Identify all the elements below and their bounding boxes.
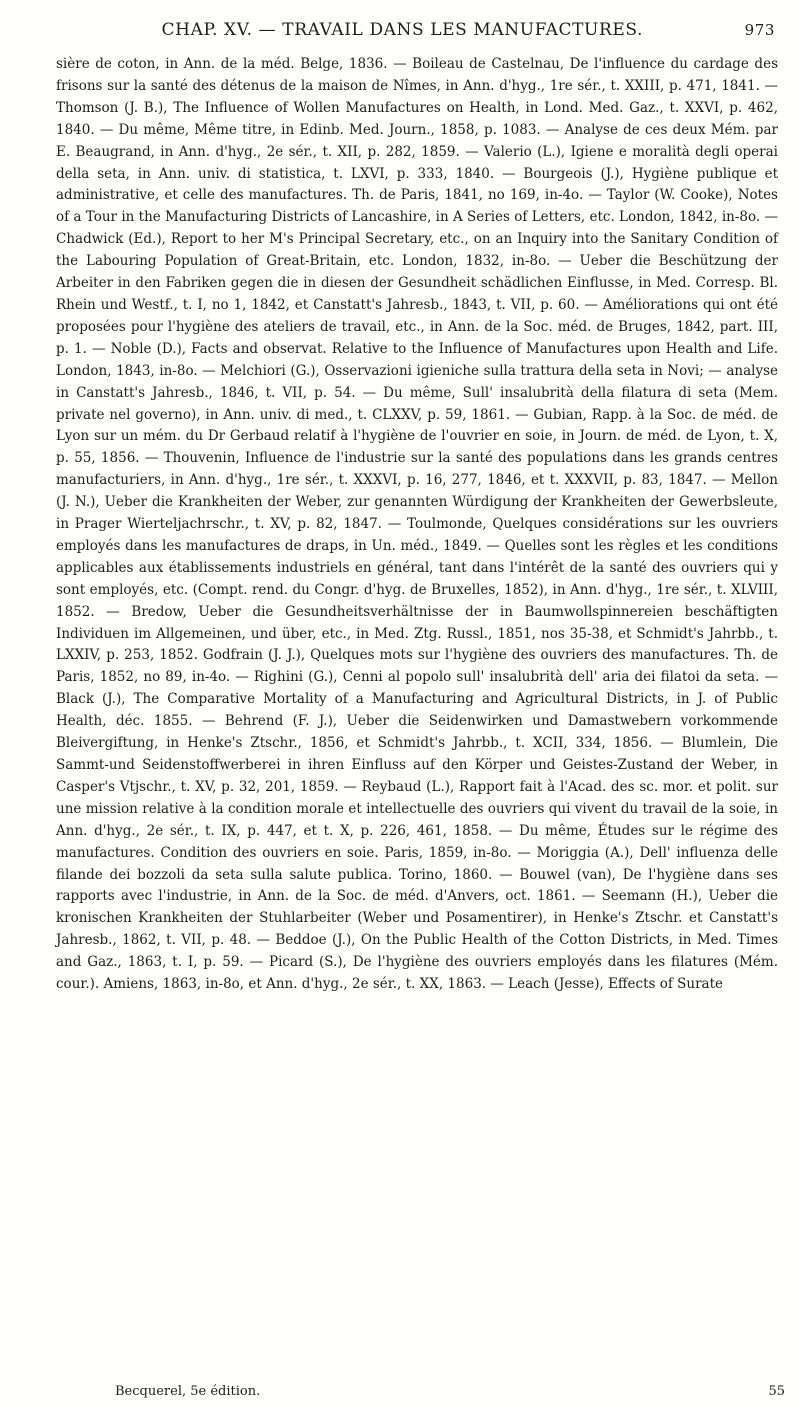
- bibliography-paragraph: sière de coton, in Ann. de la méd. Belge, 1836. — Boileau de Castelnau, De l'influence du cardage des frisons sur la santé des détenus de la maison de Nîmes, in Ann. d'hyg., 1re sér., t. XXIII, p. 471, 1841. — Thomson (J. B.), The Influence of Wollen Manufactures on Health, in Lond. Med. Gaz., t. XXVI, p. 462, 1840. — Du même, Même titre, in Edinb. Med. Journ., 1858, p. 1083. — Analyse de ces deux Mém. par E. Beaugrand, in Ann. d'hyg., 2e sér., t. XII, p. 282, 1859. — Valerio (L.), Igiene e moralità degli operai della seta, in Ann. univ. di statistica, t. LXVI, p. 333, 1840. — Bourgeois (J.), Hygiène publique et administrative, et celle des manufactures. Th. de Paris, 1841, no 169, in-4o. — Taylor (W. Cooke), Notes of a Tour in the Manufacturing Districts of Lancashire, in A Series of Letters, etc. London, 1842, in-8o. — Chadwick (Ed.), Report to her M's Principal Secretary, etc., on an Inquiry into the Sanitary Condition of the Labouring Population of Great-Britain, etc. London, 1832, in-8o. — Ueber die Beschützung der Arbeiter in den Fabriken gegen die in diesen der Gesundheit schädlichen Einflusse, in Med. Corresp. Bl. Rhein und Westf., t. I, no 1, 1842, et Canstatt's Jahresb., 1843, t. VII, p. 60. — Améliorations qui ont été proposées pour l'hygiène des ateliers de travail, etc., in Ann. de la Soc. méd. de Bruges, 1842, part. III, p. 1. — Noble (D.), Facts and observat. Relative to the Influence of Manufactures upon Health and Life. London, 1843, in-8o. — Melchiori (G.), Osservazioni igieniche sulla trattura della seta in Novi; — analyse in Canstatt's Jahresb., 1846, t. VII, p. 54. — Du même, Sull' insalubrità della filatura di seta (Mem. private nel governo), in Ann. univ. di med., t. CLXXV, p. 59, 1861. — Gubian, Rapp. à la Soc. de méd. de Lyon sur un mém. du Dr Gerbaud relatif à l'hygiène de l'ouvrier en soie, in Journ. de méd. de Lyon, t. X, p. 55, 1856. — Thouvenin, Influence de l'industrie sur la santé des populations dans les grands centres manufacturiers, in Ann. d'hyg., 1re sér., t. XXXVI, p. 16, 277, 1846, et t. XXXVII, p. 83, 1847. — Mellon (J. N.), Ueber die Krankheiten der Weber, zur genannten Würdigung der Krankheiten der Gewerbsleute, in Prager Wierteljachrschr., t. XV, p. 82, 1847. — Toulmonde, Quelques considérations sur les ouvriers employés dans les manufactures de draps, in Un. méd., 1849. — Quelles sont les règles et les conditions applicables aux établissements industriels en général, tant dans l'intérêt de la santé des ouvriers qui y sont employés, etc. (Compt. rend. du Congr. d'hyg. de Bruxelles, 1852), in Ann. d'hyg., 1re sér., t. XLVIII, 1852. — Bredow, Ueber die Gesundheitsverhältnisse der in Baumwollspinnereien beschäftigten Individuen im Allgemeinen, und über, etc., in Med. Ztg. Russl., 1851, nos 35-38, et Schmidt's Jahrbb., t. LXXIV, p. 253, 1852. Godfrain (J. J.), Quelques mots sur l'hygiène des ouvriers des manufactures. Th. de Paris, 1852, no 89, in-4o. — Righini (G.), Cenni al popolo sull' insalubrità dell' aria dei filatoi da seta. — Black (J.), The Comparative Mortality of a Manufacturing and Agricultural Districts, in J. of Public Health, déc. 1855. — Behrend (F. J.), Ueber die Seidenwirken und Damastwebern vorkommende Bleivergiftung, in Henke's Ztschr., 1856, et Schmidt's Jahrbb., t. XCII, 334, 1856. — Blumlein, Die Sammt-und Seidenstoffwerberei in ihren Einfluss auf den Körper und Geistes-Zustand der Weber, in Casper's Vtjschr., t. XV, p. 32, 201, 1859. — Reybaud (L.), Rapport fait à l'Acad. des sc. mor. et polit. sur une mission relative à la condition morale et intellectuelle des ouvriers qui vivent du travail de la soie, in Ann. d'hyg., 2e sér., t. IX, p. 447, et t. X, p. 226, 461, 1858. — Du même, Études sur le régime des manufactures. Condition des ouvriers en soie. Paris, 1859, in-8o. — Moriggia (A.), Dell' influenza delle filande dei bozzoli da seta sulla salute publica. Torino, 1860. — Bouwel (van), De l'hygiène dans ses rapports avec l'industrie, in Ann. de la Soc. de méd. d'Anvers, oct. 1861. — Seemann (H.), Ueber die kronischen Krankheiten der Stuhlarbeiter (Weber und Posamentirer), in Henke's Ztschr. et Canstatt's Jahresb., 1862, t. VII, p. 48. — Beddoe (J.), On the Public Health of the Cotton Districts, in Med. Times and Gaz., 1863, t. I, p. 59. — Picard (S.), De l'hygiène des ouvriers employés dans les filatures (Mém. cour.). Amiens, 1863, in-8o, et Ann. d'hyg., 2e sér., t. XX, 1863. — Leach (Jesse), Effects of Surate: [56, 56, 778, 993]
- signature-text: Becquerel, 5e édition.: [115, 1384, 261, 1399]
- page-number: 973: [744, 21, 775, 39]
- bibliography-text: [56, 54, 778, 996]
- running-header: [60, 20, 775, 46]
- signature-mark: 55: [768, 1384, 785, 1399]
- running-title: CHAP. XV. — TRAVAIL DANS LES MANUFACTURES.: [161, 20, 644, 40]
- printer-signature-line: [115, 1384, 785, 1404]
